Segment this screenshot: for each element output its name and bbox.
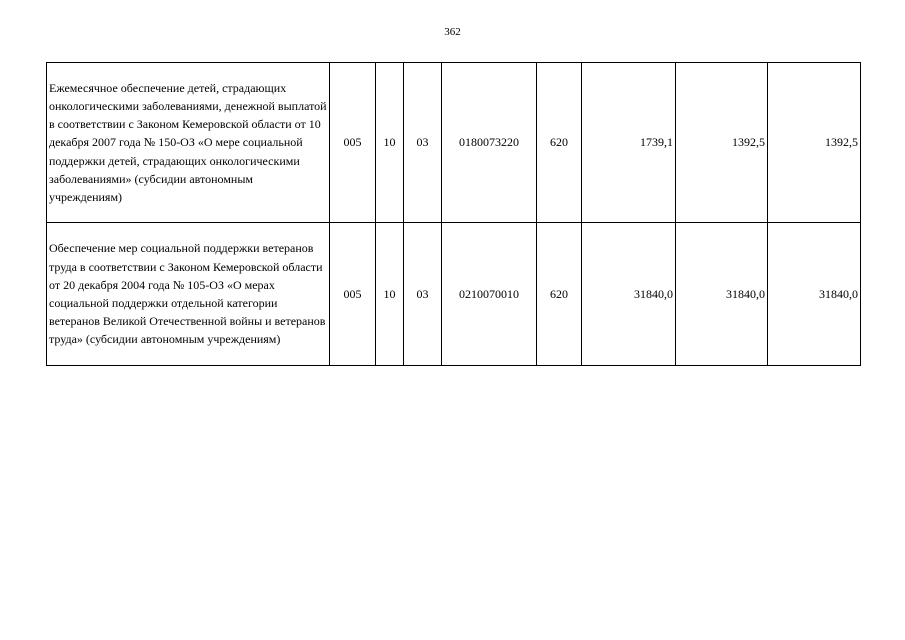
amount-cell: 1739,1 <box>582 63 676 223</box>
expense-type-code: 620 <box>537 223 582 366</box>
amount-cell: 31840,0 <box>582 223 676 366</box>
table-row <box>47 223 861 366</box>
expense-type-code: 620 <box>537 63 582 223</box>
amount-cell: 1392,5 <box>676 63 768 223</box>
target-item-code: 0180073220 <box>442 63 537 223</box>
target-item-code: 0210070010 <box>442 223 537 366</box>
ministry-code: 005 <box>330 63 376 223</box>
expenditure-description: Ежемесячное обеспечение детей, страдающих онкологическими заболеваниями, денежной выплатой в соответствии с Законом Кемеровской области от 10 декабря 2007 года № 150-ОЗ «О мере социальной поддержки детей, страдающих онкологическими заболеваниями» (субсидии автономным учреждениям) <box>47 63 330 223</box>
section-code: 10 <box>376 223 404 366</box>
table-row <box>47 63 861 223</box>
subsection-code: 03 <box>404 223 442 366</box>
subsection-code: 03 <box>404 63 442 223</box>
expenditure-description: Обеспечение мер социальной поддержки ветеранов труда в соответствии с Законом Кемеровской области от 20 декабря 2004 года № 105-ОЗ «О мерах социальной поддержки отдельной категории ветеранов Великой Отечественной войны и ветеранов труда» (субсидии автономным учреждениям) <box>47 223 330 366</box>
budget-table <box>46 62 861 366</box>
amount-cell: 1392,5 <box>768 63 861 223</box>
section-code: 10 <box>376 63 404 223</box>
page-number: 362 <box>444 26 461 38</box>
ministry-code: 005 <box>330 223 376 366</box>
amount-cell: 31840,0 <box>676 223 768 366</box>
amount-cell: 31840,0 <box>768 223 861 366</box>
